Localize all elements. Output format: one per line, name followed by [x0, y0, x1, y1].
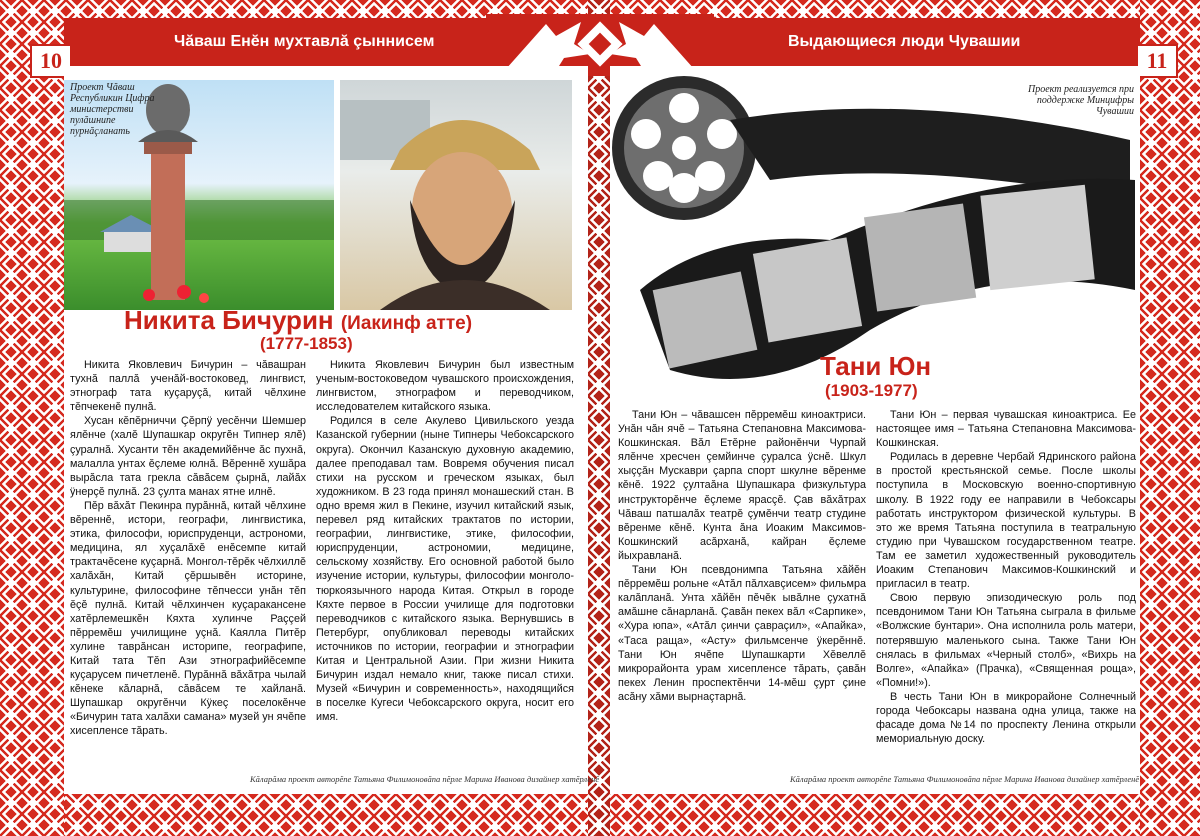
- right-col2-paragraph: Родилась в деревне Чербай Ядринского района в простой крестьянской семье. После школы поступила в Московскую военно-спортивную школу. В 1922 году ее направили в Чебоксары работать инструктором физической культуры. В это же время Татьяна поступила в театральную студию при Чувашском государственном театре. Там ее заметил художественный руководитель Иоаким Степанович Максимов-Кошкинский и пригласил в театр.: [876, 451, 1136, 591]
- left-title: [124, 305, 574, 336]
- right-col1-paragraph: Тани Юн – чăвашсен пĕрремĕш киноактриси. Унăн чăн ячĕ – Татьяна Степановна Максимова-Кошкинская. Вăл Етĕрне районĕнчи Чурпай ялĕнче хресчен çемйинче çуралса ÿснĕ. Шкул хыççăн Мускаври çарпа спорт шкулне вĕренме кĕнĕ. 1922 çултаăна Шупашкара физкультура инструкторĕнче ĕçлеме ярасçĕ. Çав вăхăтрах Чăваш патшалăх театрĕ çумĕнчи театр студине вĕренме кĕнĕ. Кунта ăна Иоаким Максимов-Кошкинский асăрханă, кайран ĕçлеме йыхравланă.: [618, 409, 866, 562]
- left-footer-credit: Кăларăма проект авторĕпе Татьяна Филимоновăпа пĕрле Марина Иванова дизайнер хатĕрленĕ: [250, 774, 600, 784]
- left-col2-paragraph: Родился в селе Акулево Цивильского уезда Казанской губернии (ныне Типнеры Чебоксарского округа). Окончил Казанскую духовную академию, далее преподавал там. Вовремя обучения писал стихи на русском и греческом языках, был художником. В 23 года принял монашеский стан. В одно время жил в Пекине, изучил китайский язык, перевел ряд китайских трактатов по истории, географии, лингвистике, этике, философии, юриспруденции, астрономии, медицине, сельскому хозяйству. Его основной работой было изучение истории, культуры, философии монголо-тюркоязычного народа Китая. Открыл в городе Кяхте первое в России училище для подготовки переводчиков с китайского языка. Вернувшись в Петербург, опубликовал переводы китайских источников по истории, географии и этнографии Китая и Центральной Азии. При жизни Никита Бичурин издал немало книг, также писал стихи. Музей «Бичурин и современность», находящийся в поселке Кугеси Чебоксарского округа, носит его имя.: [316, 415, 574, 724]
- right-col2-paragraph: В честь Тани Юн в микрорайоне Солнечный города Чебоксары названа одна улица, также на фасаде дома №14 по проспекту Ленина открыли мемориальную доску.: [876, 690, 1136, 746]
- ornament-border-right: [1140, 0, 1200, 836]
- left-column-russian: [316, 358, 574, 724]
- right-title: Тани Юн: [820, 351, 932, 381]
- left-column-chuvash: [70, 358, 306, 739]
- left-col2-paragraph: Никита Яковлевич Бичурин был известным ученым-востоковедом чувашского происхождения, лингвистом, этнографом и переводчиком, исследователем китайского языка.: [316, 359, 574, 414]
- right-column-russian: [876, 408, 1136, 746]
- left-title-sub: (Иакинф атте): [340, 313, 473, 334]
- left-col1-paragraph: Пĕр вăхăт Пекинра пурăннă, китай чĕлхине вĕреннĕ, истори, географи, лингвистика, этика, философи, юриспруденци, астрономи, медицина, ял хуçалăхĕ енĕсемпе китай трактачĕсене куçарнă. Монгол-тĕрĕк чĕлхиллĕ халăхăн, Китай çĕршывĕн историне, культурине, философине тĕпчесси унăн тĕп ĕçĕ пулнă. Китай чĕлхинчен куçаракансене хатĕрлемешкĕн Кяхта хулинче Раççей пĕрремĕш училищине уçнă. Каялла Питĕр хулине таврăнсан историпе, географипе, Китай тата Тĕп Ази этнографийĕсемпе куçарусем пичетленĕ. Пурăннă вăхăтра чылай кĕнеке кăларнă, сăвăсем те хайланă. Шупашкар округĕнчи Кÿкеç поселокĕнче «Бичурин тата халăхи самана» музей ун ячĕпе хисепленсе тăрать.: [70, 499, 306, 738]
- ornament-border-middle: [588, 0, 610, 836]
- ornament-border-left: [0, 0, 64, 836]
- right-photo-credit: Проект реализуется при поддержке Минцифры Чувашии: [1028, 84, 1134, 117]
- left-col1-paragraph: Никита Яковлевич Бичурин – чăвашран тухнă паллă ученăй-востоковед, лингвист, этнограф тата куçаруçă, китай чĕлхине тĕпчекенĕ пулнă.: [70, 359, 306, 414]
- right-column-chuvash: [618, 408, 866, 704]
- header-right-title: Выдающиеся люди Чувашии: [788, 33, 1021, 50]
- header-left-title: Чăваш Енĕн мухтавлă çыннисем: [174, 33, 435, 50]
- page-number-right: 11: [1136, 44, 1178, 78]
- page-number-left: 10: [30, 44, 72, 78]
- left-years: (1777-1853): [260, 334, 353, 353]
- right-col2-paragraph: Свою первую эпизодическую роль под псевдонимом Тани Юн Татьяна сыграла в фильме «Волжские бунтари». Она исполнила роль матери, потерявшую маленького сына. Также Тани Юн снялась в фильмах «Черный столб», «Вихрь на Волге», «Апайка» (Прачка), «Священная роща», «Помни!»).: [876, 592, 1136, 689]
- right-footer-credit: Кăларăма проект авторĕпе Татьяна Филимоновăпа пĕрле Марина Иванова дизайнер хатĕрленĕ: [790, 774, 1140, 784]
- right-years: (1903-1977): [825, 381, 918, 400]
- right-col2-paragraph: Тани Юн – первая чувашская киноактриса. Ее настоящее имя – Татьяна Степановна Максимова-Кошкинская.: [876, 409, 1136, 450]
- right-col1-paragraph: Тани Юн псевдонимпа Татьяна хăйĕн пĕрремĕш рольне «Атăл пăлхавçисем» фильмра калăпланă. Унта хăйĕн пĕчĕк ывăлне çухатнă амăшне сăнарланă. Çавăн пекех вăл «Сарпике», «Хура юпа», «Атăл çинчи çавраçил», «Апайка», «Таса раща», «Асту» фильмсенче ÿкерĕннĕ. Тани Юн ячĕпе Шупашкарти Хĕвеллĕ микрорайонта урам хисепленсе тăрать, çавăн пекех Ленин проспектĕнчи 14-мĕш çурт çине асăну хăми вырнаçтарнă.: [618, 564, 866, 703]
- bichurin-portrait-photo: [340, 80, 572, 310]
- left-col1-paragraph: Хусан кĕпĕрниччи Çĕрпÿ уесĕнчи Шемшер ялĕнче (халĕ Шупашкар округĕн Типнер ялĕ) çуралнă. Хусанти тĕн академийĕнче ăс пухнă, малалла унтах ĕçлеме юлнă. Вĕреннĕ хушăра вырăсла тата грекла сăвăсем çырнă, лайăх ÿнерçĕ пулнă. 23 çулта манах ятне илнĕ.: [70, 415, 306, 498]
- left-title-name: Никита Бичурин: [124, 305, 334, 335]
- left-photo-credit: Проект Чăваш Республикин Цифра министерстви пулăшнипе пурнăçланать: [70, 82, 155, 137]
